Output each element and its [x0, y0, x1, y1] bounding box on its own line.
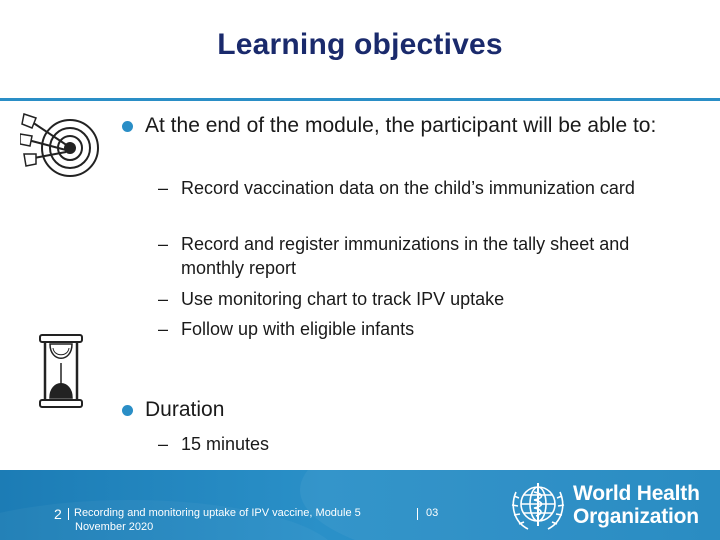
footer-module-text: Recording and monitoring uptake of IPV vaccine, Module 5 — [74, 507, 361, 519]
bullet-dot — [122, 121, 133, 132]
footer-decoration — [0, 500, 340, 540]
subitem-follow-up — [158, 317, 678, 341]
subitem-text: Record vaccination data on the child’s immunization card — [181, 178, 635, 198]
who-emblem-icon — [508, 478, 568, 534]
hourglass-icon — [36, 333, 86, 409]
dash-marker: – — [158, 234, 169, 254]
dash-marker: – — [158, 289, 169, 309]
bullet-text: Duration — [145, 398, 225, 421]
subitem-text: 15 minutes — [181, 434, 270, 454]
footer-code: 03 — [426, 507, 439, 519]
subitem-text: Record and register immunizations in the tally sheet and monthly report — [181, 234, 630, 278]
subitem-text: Use monitoring chart to track IPV uptake — [181, 289, 505, 309]
bullet-text: At the end of the module, the participant will be able to: — [145, 114, 657, 137]
slide-footer — [0, 470, 720, 540]
page-number: 2 — [54, 506, 62, 522]
footer-separator — [417, 508, 418, 520]
who-logo-line1: World Health — [573, 482, 700, 505]
subitem-record-register — [158, 232, 678, 280]
dash-marker: – — [158, 178, 169, 198]
subitem-text: Follow up with eligible infants — [181, 319, 415, 339]
footer-separator — [68, 508, 69, 520]
bullet-duration — [122, 396, 682, 424]
who-logo-line2: Organization — [573, 505, 699, 528]
footer-date: November 2020 — [75, 521, 154, 533]
subitem-record-vaccination — [158, 176, 678, 200]
subitem-monitoring-chart — [158, 287, 678, 311]
dash-marker: – — [158, 434, 169, 454]
bullet-objectives — [122, 112, 682, 140]
subitem-duration-minutes — [158, 432, 678, 456]
dash-marker: – — [158, 319, 169, 339]
bullet-dot — [122, 405, 133, 416]
slide-title: Learning objectives — [217, 28, 503, 61]
target-with-arrows-icon — [20, 108, 104, 184]
who-logo-text — [573, 482, 700, 528]
